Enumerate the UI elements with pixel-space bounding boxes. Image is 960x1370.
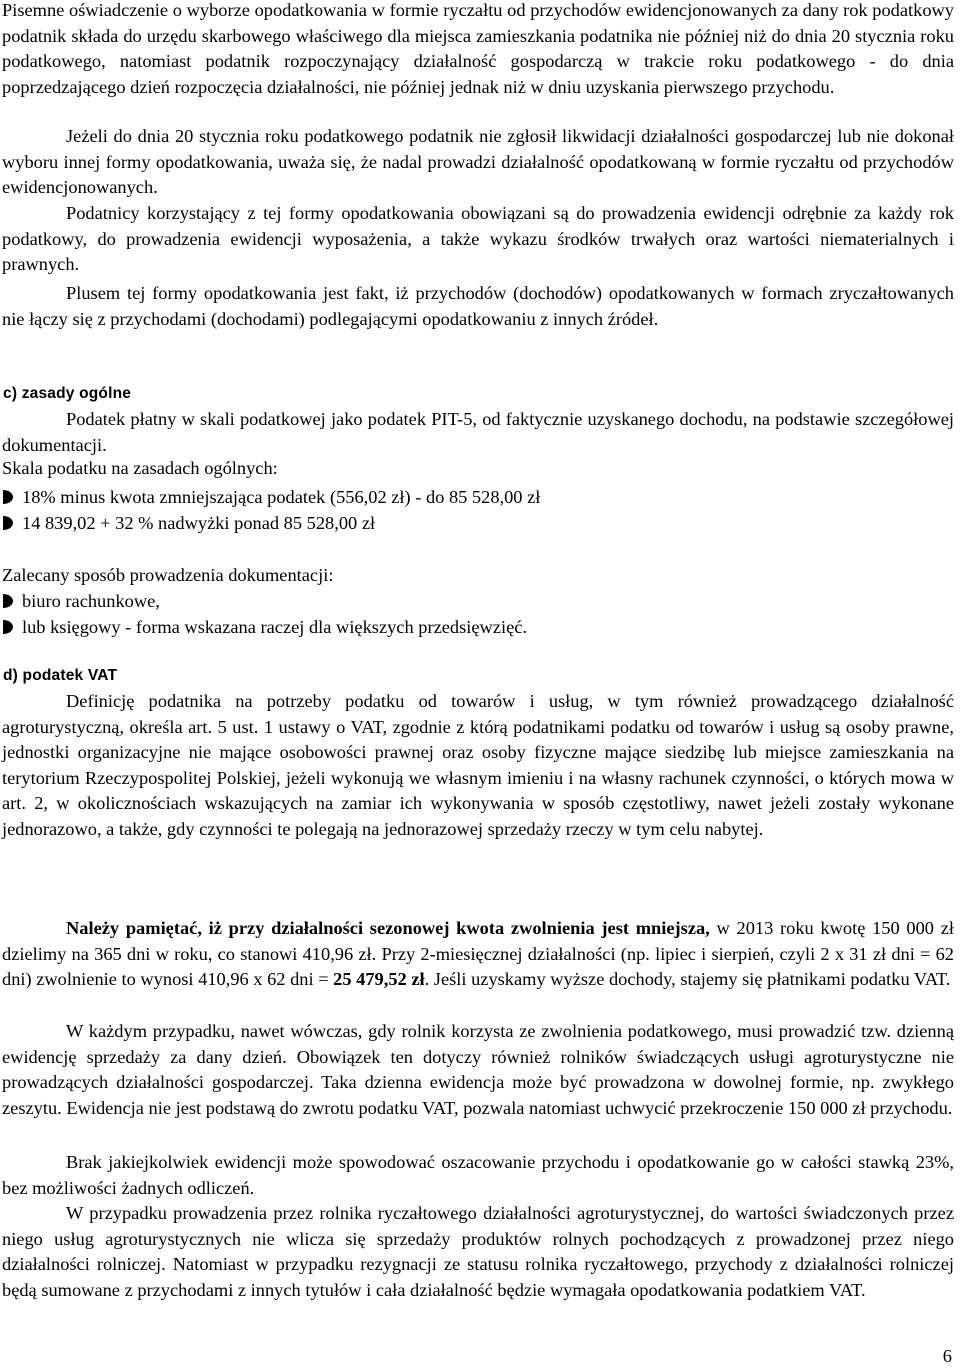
section-heading-vat: d) podatek VAT xyxy=(3,667,118,684)
bold-amount: 25 479,52 zł xyxy=(333,969,425,990)
list-item: lub księgowy - forma wskazana raczej dla większych przedsięwzięć. xyxy=(2,615,527,641)
paragraph-lump-sum-declaration: Pisemne oświadczenie o wyborze opodatkowania w formie ryczałtu od przychodów ewidencjonowanych za dany rok podatkowy podatnik składa do urzędu skarbowego właściwego dla miejsca zamieszkania podatnika nie później niż do dnia 20 stycznia roku podatkowego, natomiast podatnik rozpoczynający działalność gospodarczą w trakcie roku podatkowego - do dnia poprzedzającego dzień rozpoczęcia działalności, nie później jednak niż w dniu uzyskania pierwszego przychodu. xyxy=(2,0,954,97)
paragraph-flat-rate-farmer: W przypadku prowadzenia przez rolnika ryczałtowego działalności agroturystycznej, do wartości świadczonych przez niego usług agroturystycznych nie wlicza się sprzedaży produktów rolnych pochodzących z prowadzonej przez niego działalności rolniczej. Natomiast w przypadku rezygnacji ze statusu rolnika ryczałtowego, przychody z działalności rolniczej będą sumowane z przychodami z innych tytułów i cała działalność będzie wymagała opodatkowania podatkiem VAT. xyxy=(2,1203,954,1300)
paragraph-vat-definition: Definicję podatnika na potrzeby podatku od towarów i usług, w tym również prowadzącego działalność agroturystyczną, określa art. 5 ust. 1 ustawy o VAT, zgodnie z którą podatnikami podatku od towarów i usług są osoby prawne, jednostki organizacyjne nie mające osobowości prawnej oraz osoby fizyczne mające siedzibę lub miejsce zamieszkania na terytorium Rzeczypospolitej Polskiej, jeżeli wykonują we własnym imieniu i na własny rachunek czynności, o których mowa w art. 2, w okolicznościach wskazujących na zamiar ich wykonywania w sposób częstotliwy, nawet jeżeli zostały wykonane jednorazowo, a także, gdy czynności te polegają na jednorazowej sprzedaży rzeczy w tym celu nabytej. xyxy=(2,691,954,839)
list-item: 18% minus kwota zmniejszająca podatek (556,02 zł) - do 85 528,00 zł xyxy=(2,485,540,511)
paragraph-daily-records: W każdym przypadku, nawet wówczas, gdy rolnik korzysta ze zwolnienia podatkowego, musi prowadzić tzw. dzienną ewidencję sprzedaży za dany dzień. Obowiązek ten dotyczy również rolników świadczących usługi agroturystyczne nie prowadzących działalności gospodarczej. Taka dzienna ewidencja może być prowadzona w dowolnej formie, np. zwykłego zeszytu. Ewidencja nie jest podstawą do zwrotu podatku VAT, pozwala natomiast uchwycić przekroczenie 150 000 zł przychodu. xyxy=(2,1021,954,1118)
scale-label: Skala podatku na zasadach ogólnych: xyxy=(2,458,278,478)
bold-reminder: Należy pamiętać, iż przy działalności sezonowej kwota zwolnienia jest mniejsza, xyxy=(66,918,710,938)
paragraph-no-records-penalty: Brak jakiejkolwiek ewidencji może spowodować oszacowanie przychodu i opodatkowanie go w całości stawką 23%, bez możliwości żadnych odliczeń. xyxy=(2,1152,954,1198)
paragraph-default-lump-sum: Jeżeli do dnia 20 stycznia roku podatkowego podatnik nie zgłosił likwidacji działalności gospodarczej lub nie dokonał wyboru innej formy opodatkowania, uważa się, że nadal prowadzi działalność opodatkowaną w formie ryczałtu od przychodów ewidencjonowanych. xyxy=(2,126,954,198)
half-circle-bullet-icon xyxy=(2,615,22,641)
list-item: 14 839,02 + 32 % nadwyżki ponad 85 528,00 zł xyxy=(2,511,375,537)
half-circle-bullet-icon xyxy=(2,589,22,615)
paragraph-records-obligation: Podatnicy korzystający z tej formy opodatkowania obowiązani są do prowadzenia ewidencji odrębnie za każdy rok podatkowy, do prowadzenia ewidencji wyposażenia, a także wykazu środków trwałych oraz wartości niematerialnych i prawnych. xyxy=(2,203,954,275)
half-circle-bullet-icon xyxy=(2,485,22,511)
documentation-label: Zalecany sposób prowadzenia dokumentacji: xyxy=(2,565,334,585)
half-circle-bullet-icon xyxy=(2,511,22,537)
paragraph-seasonal-exemption: Należy pamiętać, iż przy działalności sezonowej kwota zwolnienia jest mniejsza, w 2013 roku kwotę 150 000 zł dzielimy na 365 dni w roku, co stanowi 410,96 zł. Przy 2-miesięcznej działalności (np. lipiec i sierpień, czyli 2 x 31 zł dni = 62 dni) zwolnienie to wynosi 410,96 x 62 dni = 25 479,52 zł. Jeśli uzyskamy wyższe dochody, stajemy się płatnikami podatku VAT. xyxy=(2,918,954,990)
paragraph-lump-sum-advantage: Plusem tej formy opodatkowania jest fakt, iż przychodów (dochodów) opodatkowanych w formach zryczałtowanych nie łączy się z przychodami (dochodami) podlegającymi opodatkowaniu z innych źródeł. xyxy=(2,283,954,329)
paragraph-pit5: Podatek płatny w skali podatkowej jako podatek PIT-5, od faktycznie uzyskanego dochodu, na podstawie szczegółowej dokumentacji. xyxy=(2,409,954,455)
list-item: biuro rachunkowe, xyxy=(2,589,160,615)
section-heading-general-rules: c) zasady ogólne xyxy=(3,385,132,402)
page-number: 6 xyxy=(942,1346,952,1366)
